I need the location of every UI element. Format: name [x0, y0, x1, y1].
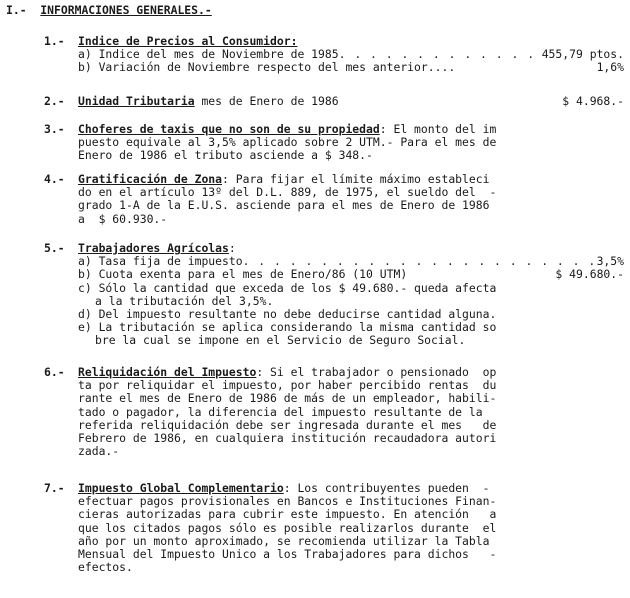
tax-unit-value: $ 4.968.-: [562, 94, 624, 108]
item-number: 3.-: [44, 122, 65, 136]
flat-rate-value: 3,5%: [596, 254, 624, 269]
section-title: INFORMACIONES GENERALES.-: [40, 3, 212, 17]
cpi-variation-row: b) Variación de Noviembre respecto del mes anterior.... 1,6%: [78, 60, 624, 75]
item-title: Unidad Tributaria: [78, 94, 195, 108]
item-number: 4.-: [44, 172, 65, 186]
section-heading: [6, 4, 212, 17]
section-number: I.-: [6, 3, 27, 17]
item-title: Gratificación de Zona: [78, 173, 223, 186]
cpi-index-value: 455,79 ptos.: [541, 47, 624, 62]
item-global-complementary-tax: 7.- Impuesto Global Complementario: Los contribuyentes pueden - efectuar pagos provisionales en Bancos e Instituciones Finan- cieras autorizadas para cubrir este impuesto. En atención a que los citados pagos sólo es posible realizarlos durante el año por un monto aproximado, se recomienda utilizar la Tabla Mensual del Impuesto Unico a los Trabajadores para dichos - efectos.: [44, 481, 497, 575]
item-title: Reliquidación del Impuesto: [78, 366, 257, 379]
item-consumer-price-index: [44, 35, 624, 75]
item-tax-unit: 2.- Unidad Tributaria mes de Enero de 1986 $ 4.968.-: [44, 94, 624, 108]
cpi-index-row: a) Indice del mes de Noviembre de 1985 . . . 455,79 ptos.: [78, 48, 624, 61]
exempt-quota-row: b) Cuota exenta para el mes de Enero/86 (10 UTM) $ 49.680.-: [78, 267, 624, 282]
item-number: 6.-: [44, 365, 65, 379]
item-number: 2.-: [44, 94, 65, 108]
item-title: Impuesto Global Complementario: [78, 482, 284, 495]
item-number: 7.-: [44, 481, 65, 495]
item-title: Indice de Precios al Consumidor:: [78, 35, 298, 48]
flat-rate-row: a) Tasa fija de impuesto . . . 3,5%: [78, 255, 624, 268]
item-taxi-drivers: 3.- Choferes de taxis que no son de su propiedad: El monto del im puesto equivale al 3,5% aplicado sobre 2 UTM.- Para el mes de Enero de 1986 el tributo asciende a $ 348.-: [44, 122, 497, 163]
item-tax-reliquidation: 6.- Reliquidación del Impuesto: Si el trabajador o pensionado op ta por reliquidar el impuesto, por haber percibido rentas du rante el mes de Enero de 1986 de más de un empleador, habili- tado o pagador, la diferencia del impuesto resultante de la referida reliquidación debe ser ingresada durante el mes de Febrero de 1986, en cualquiera institución recaudadora autori zada.-: [44, 365, 497, 459]
item-zone-bonus: 4.- Gratificación de Zona: Para fijar el límite máximo estableci do en el artículo 13º del D.L. 889, de 1975, el sueldo del - grado 1-A de la E.U.S. asciende para el mes de Enero de 1986 a $ 60.930.-: [44, 172, 497, 226]
item-number: 5.-: [44, 241, 65, 255]
item-title: Choferes de taxis que no son de su propiedad: [78, 123, 380, 136]
cpi-variation-value: 1,6%: [596, 60, 624, 75]
item-agricultural-workers: 5.- Trabajadores Agrícolas: a) Tasa fija de impuesto . . . 3,5% b) Cuota exenta para el mes de Enero/86 (10 UTM) $ 49.680.- c) Sólo la cantidad que exceda de los $ 49.680.- queda afecta a la tributación del 3,5%. d) Del impuesto resultante no debe deducirse cantidad alguna. e) La tributación se aplica considerando la misma cantidad so bre la cual se impone en el Servicio de Seguro Social.: [44, 242, 624, 348]
exempt-quota-value: $ 49.680.-: [555, 267, 624, 282]
item-title: Trabajadores Agrícolas: [78, 242, 229, 255]
item-number: 1.-: [44, 34, 65, 48]
